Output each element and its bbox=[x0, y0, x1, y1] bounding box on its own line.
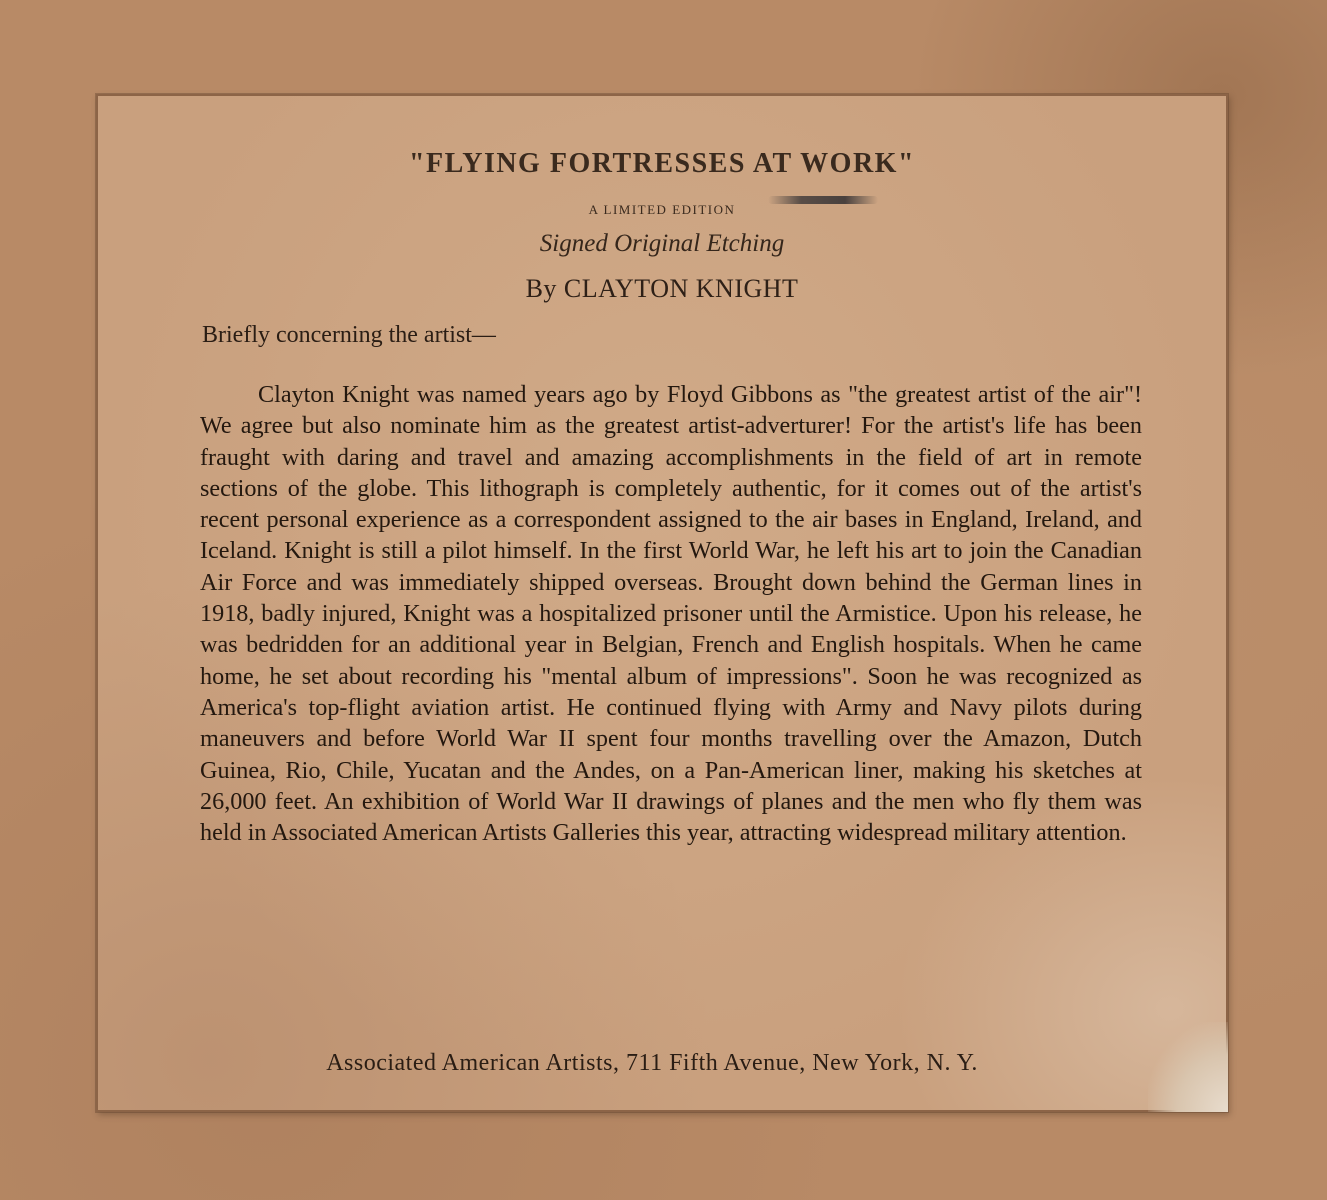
gallery-label bbox=[96, 94, 1228, 1112]
edition-note: A LIMITED EDITION bbox=[588, 202, 736, 217]
document-title: "FLYING FORTRESSES AT WORK" bbox=[408, 148, 916, 179]
artist-byline: By CLAYTON KNIGHT bbox=[525, 274, 799, 303]
publisher-address: Associated American Artists, 711 Fifth Avenue, New York, N. Y. bbox=[326, 1050, 978, 1076]
artist-biography: Clayton Knight was named years ago by Floyd Gibbons as "the greatest artist of the air"! We agree but also nominate him as the greatest artist-adverturer! For the artist's life has been fraught with daring and travel and amazing accomplishments in the field of art in remote sections of the globe. This lithograph is completely authentic, for it comes out of the artist's recent personal experience as a correspondent assigned to the air bases in England, Ireland, and Iceland. Knight is still a pilot himself. In the first World War, he left his art to join the Canadian Air Force and was immediately shipped overseas. Brought down behind the German lines in 1918, badly injured, Knight was a hospitalized prisoner until the Armistice. Upon his release, he was bedridden for an additional year in Belgian, French and English hospitals. When he came home, he set about recording his "mental album of impressions". Soon he was recognized as America's top-flight aviation artist. He continued flying with Army and Navy pilots during maneuvers and before World War II spent four months travelling over the Amazon, Dutch Guinea, Rio, Chile, Yucatan and the Andes, on a Pan-American liner, making his sketches at 26,000 feet. An exhibition of World War II drawings of planes and the men who fly them was held in Associated American Artists Galleries this year, attracting widespread military attention. bbox=[200, 381, 1142, 847]
document-subtitle: Signed Original Etching bbox=[539, 230, 785, 257]
intro-line: Briefly concerning the artist— bbox=[202, 322, 496, 348]
